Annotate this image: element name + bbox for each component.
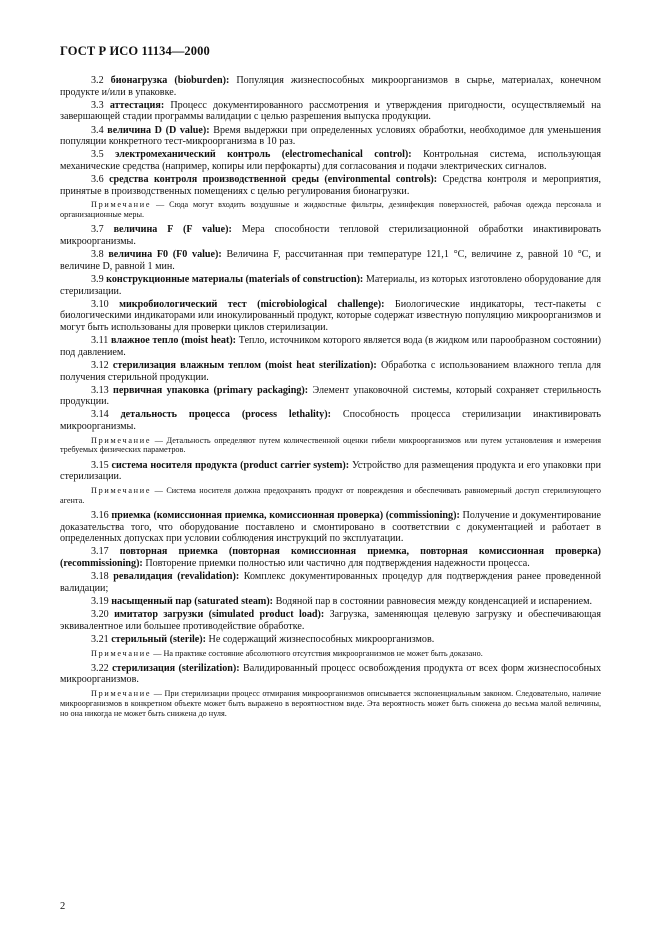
definition-entry (60, 100, 601, 123)
definition-entry (60, 174, 601, 197)
entry-number: 3.22 (91, 662, 109, 674)
entry-term: электромеханический контроль (electromechanical control): (115, 149, 412, 161)
entry-number: 3.9 (91, 273, 104, 285)
entry-term: конструкционные материалы (materials of construction): (106, 273, 364, 285)
entry-number: 3.3 (91, 99, 104, 111)
definition-entry (60, 274, 601, 297)
definitions-list (60, 75, 601, 723)
entry-text: Устройство для размещения продукта и его упаковки при стерилизации. (60, 459, 601, 483)
definition-entry (60, 299, 601, 334)
entry-text: Время выдержки при определенных условиях обработки, необходимое для уменьшения популяции конкретного тест-микроорганизма в 10 раз. (60, 124, 601, 148)
entry-term: детальность процесса (process lethality): (120, 409, 331, 421)
definition-entry (60, 249, 601, 272)
entry-text: Процесс документированного рассмотрения и утверждения пригодности, осуществляемый на завершающей стадии программы валидации с целью разрешения выпуска продукции. (60, 99, 601, 123)
definition-entry (60, 510, 601, 545)
entry-text: Валидированный процесс освобождения продукта от всех форм жизнеспособных микроорганизмов. (60, 662, 601, 686)
entry-text: Способность процесса стерилизации инактивировать микроорганизмы. (60, 409, 601, 433)
entry-text: Популяция жизнеспособных микроорганизмов в сырье, материалах, конечном продукте и/или в упаковке. (60, 75, 601, 98)
definition-entry (60, 385, 601, 408)
entry-term: влажное тепло (moist heat): (111, 335, 237, 347)
entry-term: система носителя продукта (product carrier system): (111, 459, 350, 471)
definition-entry (60, 224, 601, 247)
entry-number: 3.14 (91, 409, 109, 421)
entry-number: 3.5 (91, 149, 104, 161)
definition-entry (60, 409, 601, 432)
entry-text: Не содержащий жизнеспособных микроорганизмов. (206, 633, 435, 645)
entry-term: стерилизация (sterilization): (112, 662, 240, 674)
definition-entry (60, 609, 601, 632)
note-text: — Система носителя должна предохранять продукт от повреждения и обеспечивать равномерный доступ стерилизующего агента. (60, 485, 601, 505)
entry-text: Получение и документирование доказательства того, что оборудование поставлено и смонтировано в соответствии с документацией и работает в определенных допусках при условии соблюдения инструкций по эксплуатации. (60, 510, 601, 545)
note-text: — Сюда могут входить воздушные и жидкостные фильтры, дезинфекция поверхностей, рабочая одежда персонала и организационные меры. (60, 200, 601, 220)
entry-text: Материалы, из которых изготовлено оборудование для стерилизации. (60, 273, 601, 297)
entry-text: Элемент упаковочной системы, который сохраняет стерильность продукции. (60, 384, 602, 408)
definition-entry (60, 634, 601, 646)
definition-entry (60, 125, 601, 148)
definition-entry (60, 663, 601, 686)
note-label: Примечание (91, 648, 152, 658)
entry-number: 3.15 (91, 459, 109, 471)
entry-number: 3.19 (91, 595, 109, 607)
note-label: Примечание (91, 689, 152, 699)
page-number: 2 (60, 901, 66, 912)
definition-entry (60, 546, 601, 569)
entry-number: 3.11 (91, 335, 109, 347)
definition-entry (60, 75, 601, 98)
entry-term: величина F (F value): (113, 224, 232, 236)
entry-text: Величина F, рассчитанная при температуре 121,1 °С, величине z, равной 10 °С, и величине D, равной 1 мин. (60, 249, 602, 272)
note-label: Примечание (91, 200, 152, 210)
entry-number: 3.17 (91, 546, 109, 558)
document-header: ГОСТ Р ИСО 11134—2000 (60, 44, 210, 58)
note-text: — На практике состояние абсолютного отсутствия микроорганизмов не может быть доказано. (151, 648, 483, 658)
entry-term: величина F0 (F0 value): (108, 249, 222, 261)
entry-term: аттестация: (109, 99, 165, 111)
entry-term: микробиологический тест (microbiological challenge): (119, 298, 385, 310)
entry-number: 3.10 (91, 298, 109, 310)
entry-number: 3.12 (91, 359, 109, 371)
entry-term: средства контроля производственной среды (environmental controls): (109, 174, 438, 186)
entry-term: ревалидация (revalidation): (113, 571, 240, 583)
entry-number: 3.7 (91, 224, 104, 236)
entry-term: стерилизация влажным теплом (moist heat sterilization): (112, 359, 377, 371)
entry-text: Средства контроля и мероприятия, принятые в производственных помещениях с целью регулирования бионагрузки. (60, 174, 601, 197)
entry-term: имитатор загрузки (simulated product load): (114, 609, 325, 621)
entry-number: 3.16 (91, 510, 109, 522)
entry-text: Тепло, источником которого является вода (в жидком или парообразном состоянии) под давлением. (60, 335, 602, 358)
definition-entry (60, 335, 601, 358)
note-label: Примечание (91, 435, 152, 445)
definition-entry (60, 360, 601, 383)
entry-note (60, 436, 601, 456)
entry-term: повторная приемка (повторная комиссионная приемка, повторная комиссионная проверка) (recommissioning): (60, 546, 601, 569)
entry-text: Комплекс документированных процедур для подтверждения ранее проведенной валидации; (60, 571, 601, 594)
entry-number: 3.21 (91, 633, 109, 645)
entry-number: 3.13 (91, 384, 109, 396)
entry-term: величина D (D value): (107, 124, 210, 136)
entry-term: бионагрузка (bioburden): (110, 75, 230, 86)
entry-term: приемка (комиссионная приемка, комиссионная проверка) (commissioning): (111, 510, 460, 522)
entry-text: Биологические индикаторы, тест-пакеты с биологическими индикаторами или инокулированный продукт, которые содержат известную популяцию микроорганизмов и могут быть использованы для проверки циклов стерилизации. (60, 298, 601, 333)
entry-number: 3.4 (91, 124, 104, 136)
note-text: — Детальность определяют путем количественной оценки гибели микроорганизмов или путем установления и измерения требуемых физических параметров. (60, 435, 601, 455)
definition-entry (60, 460, 601, 483)
entry-note (60, 486, 601, 506)
entry-term: насыщенный пар (saturated steam): (111, 595, 274, 607)
entry-text: Повторение приемки полностью или частично для подтверждения надежности процесса. (142, 558, 530, 569)
entry-text: Мера способности тепловой стерилизационной обработки инактивировать микроорганизмы. (60, 224, 601, 247)
definition-entry (60, 149, 601, 172)
entry-term: стерильный (sterile): (111, 633, 207, 645)
entry-text: Обработка с использованием влажного тепла для получения стерильной продукции. (60, 359, 601, 383)
note-text: — При стерилизации процесс отмирания микроорганизмов описывается экспоненциальным законом. Следовательно, наличие микроорганизмов в конкретном объекте может быть выражено в вероятностном виде. Эта вероятность может быть снижена до весьма малой величины, но она никогда не может быть снижена до нуля. (60, 689, 601, 718)
entry-number: 3.6 (91, 174, 104, 186)
note-label: Примечание (91, 485, 152, 495)
entry-text: Водяной пар в состоянии равновесия между конденсацией и испарением. (273, 595, 593, 607)
entry-text: Загрузка, заменяющая целевую загрузку и обеспечивающая эквивалентное или большее противодействие обработке. (60, 609, 601, 632)
entry-term: первичная упаковка (primary packaging): (113, 384, 309, 396)
entry-number: 3.8 (91, 249, 104, 261)
entry-number: 3.2 (91, 75, 104, 86)
entry-number: 3.20 (91, 609, 109, 621)
definition-entry (60, 571, 601, 594)
entry-number: 3.18 (91, 571, 109, 583)
definition-entry (60, 596, 601, 608)
entry-note (60, 689, 601, 718)
entry-note (60, 649, 601, 659)
entry-text: Контрольная система, использующая механические средства (например, копиры или перфокарты) для согласования и подачи электрических сигналов. (60, 149, 601, 172)
entry-note (60, 200, 601, 220)
